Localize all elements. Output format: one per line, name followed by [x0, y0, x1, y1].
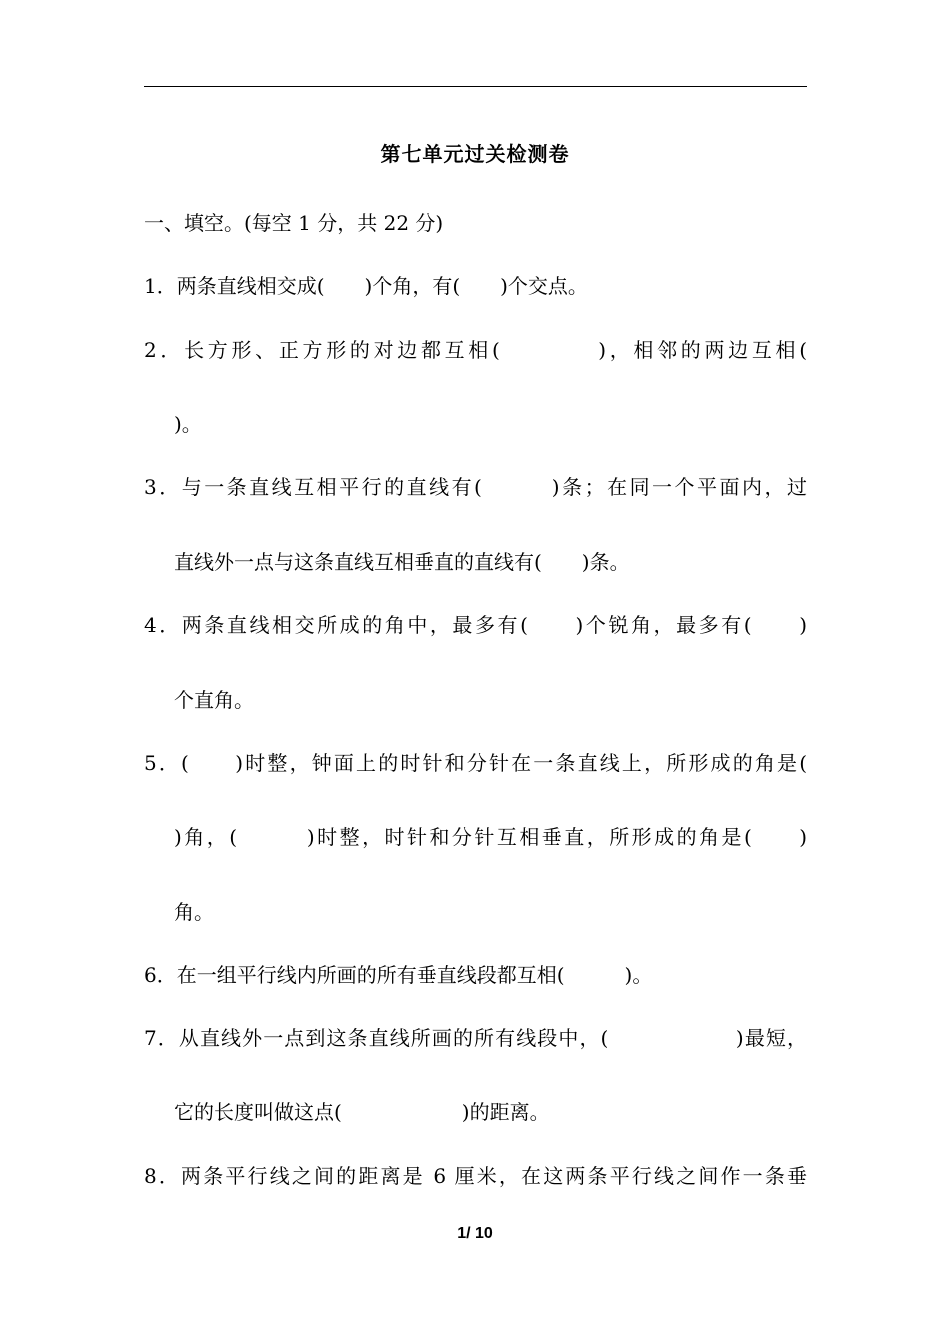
- question-4-line-1: 4．两条直线相交所成的角中，最多有( )个锐角，最多有( ): [144, 613, 807, 637]
- question-7-line-2: 它的长度叫做这点( )的距离。: [174, 1100, 550, 1124]
- question-7-line-1: 7．从直线外一点到这条直线所画的所有线段中，( )最短，: [144, 1026, 807, 1050]
- question-5-line-1: 5．( )时整，钟面上的时针和分针在一条直线上，所形成的角是(: [144, 751, 807, 775]
- header-rule: [144, 86, 807, 87]
- question-1: 1．两条直线相交成( )个角，有( )个交点。: [144, 274, 588, 298]
- question-4-line-2: 个直角。: [174, 688, 254, 712]
- question-5-line-2: )角，( )时整，时针和分针互相垂直，所形成的角是( ): [174, 825, 807, 849]
- question-5-line-3: 角。: [174, 900, 214, 924]
- page-title: 第七单元过关检测卷: [380, 142, 570, 166]
- question-3-line-2: 直线外一点与这条直线互相垂直的直线有( )条。: [174, 550, 630, 574]
- question-3-line-1: 3．与一条直线互相平行的直线有( )条；在同一个平面内，过: [144, 475, 807, 499]
- section-heading: 一、填空。(每空 1 分，共 22 分): [144, 211, 444, 235]
- question-8-line-1: 8．两条平行线之间的距离是 6 厘米，在这两条平行线之间作一条垂: [144, 1164, 807, 1188]
- question-6: 6．在一组平行线内所画的所有垂直线段都互相( )。: [144, 963, 653, 987]
- question-2-line-1: 2．长方形、正方形的对边都互相( )，相邻的两边互相(: [144, 338, 807, 362]
- question-2-line-2: )。: [174, 412, 202, 436]
- page-number: 1/ 10: [457, 1225, 493, 1242]
